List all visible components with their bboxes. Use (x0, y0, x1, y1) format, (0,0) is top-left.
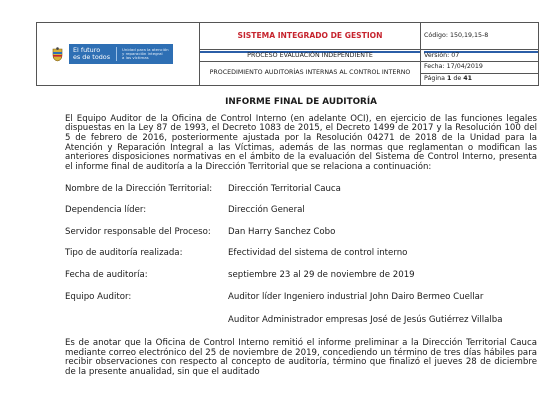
page-number: Página 1 de 41 (421, 74, 539, 86)
procedure-name: PROCEDIMIENTO AUDITORÍAS INTERNAS AL CONTROL INTERNO (200, 62, 421, 86)
field-dependencia: Dependencia líder: Dirección General (65, 205, 305, 216)
logo-cell (37, 23, 200, 86)
closing-paragraph: Es de anotar que la Oficina de Control Interno remitió el informe preliminar a la Dirección Territorial Cauca mediante correo electrónico del 25 de noviembre de 2019, concediendo un término de tres días hábiles para recibir observaciones con respecto al concepto de auditoría, término que finalizó el jueves 28 de diciembre de la presente anualidad, sin que el auditado (65, 337, 537, 377)
document-date: Fecha: 17/04/2019 (421, 62, 539, 74)
brand-tagline: El futuro es de todos (73, 47, 117, 60)
process-name: PROCESO EVALUACIÓN INDEPENDIENTE (200, 50, 421, 62)
system-title: SISTEMA INTEGRADO DE GESTION (200, 23, 421, 50)
report-title: INFORME FINAL DE AUDITORÍA (225, 97, 377, 107)
field-servidor: Servidor responsable del Proceso: Dan Harry Sanchez Cobo (65, 226, 336, 237)
field-fecha-auditoria: Fecha de auditoría: septiembre 23 al 29 de noviembre de 2019 (65, 270, 415, 281)
document-header-table (36, 22, 539, 86)
brand-logo (69, 44, 173, 64)
document-version: Versión: 07 (421, 50, 539, 62)
field-equipo-auditor-2: Auditor Administrador empresas José de Jesús Gutiérrez Villalba (228, 315, 503, 326)
document-code: Código: 150,19,15-8 (421, 23, 539, 50)
field-territorial: Nombre de la Dirección Territorial: Dirección Territorial Cauca (65, 183, 341, 194)
intro-paragraph: El Equipo Auditor de la Oficina de Control Interno (en adelante OCI), en ejercicio de las funciones legales dispuestas en la Ley 87 de 1993, el Decreto 1083 de 2015, el Decreto 1499 de 2017 y la Resolución 100 del 5 de febrero de 2016, posteriormente ajustada por la Resolución 04271 de 2018 de la Unidad para la Atención y Reparación Integral a las Víctimas, además de las normas que reglamentan o modifican las anteriores disposiciones normativas en el ámbito de la evaluación del Sistema de Control Interno, presenta el informe final de auditoría a la Dirección Territorial que se relaciona a continuación: (65, 113, 537, 172)
field-tipo-auditoria: Tipo de auditoría realizada: Efectividad del sistema de control interno (65, 248, 408, 259)
coat-of-arms-icon (51, 47, 64, 62)
field-equipo-auditor: Equipo Auditor: Auditor líder Ingeniero industrial John Dairo Bermeo Cuellar (65, 291, 484, 302)
document-body (65, 98, 537, 377)
brand-subtext: Unidad para la atención y reparación integral a las víctimas (122, 46, 169, 61)
